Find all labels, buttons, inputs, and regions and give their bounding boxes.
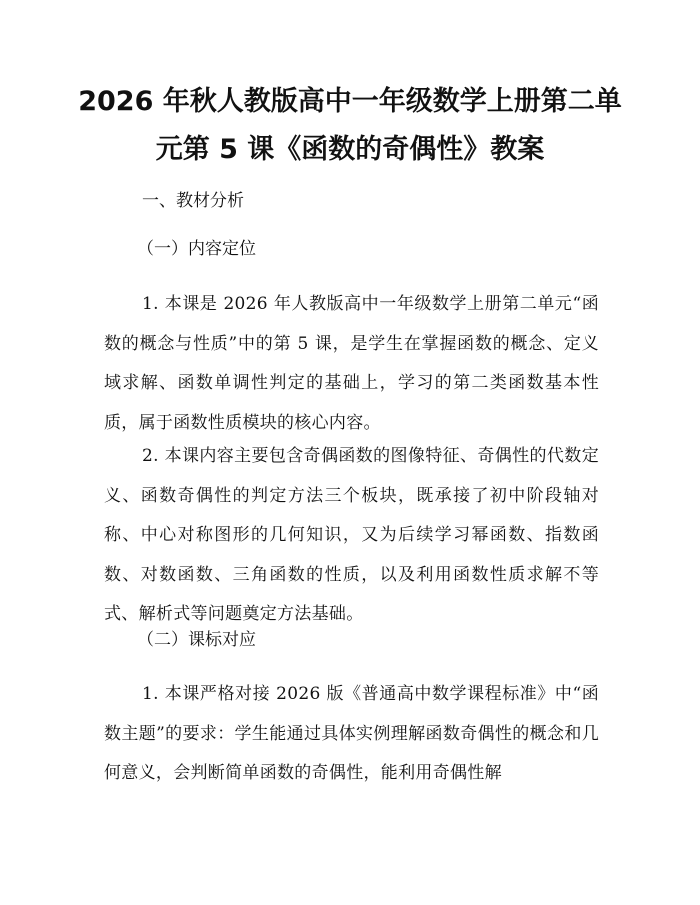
paragraph-1: 1. 本课是 2026 年人教版高中一年级数学上册第二单元“函数的概念与性质”中的第 5 课，是学生在掌握函数的概念、定义域求解、函数单调性判定的基础上，学习的第二类函数基本性质，属于函数性质模块的核心内容。 [104, 294, 599, 433]
paragraph-3: 1. 本课严格对接 2026 版《普通高中数学课程标准》中“函数主题”的要求：学生能通过具体实例理解函数奇偶性的概念和几何意义，会判断简单函数的奇偶性，能利用奇偶性解 [104, 684, 599, 783]
paragraph-2: 2. 本课内容主要包含奇偶函数的图像特征、奇偶性的代数定义、函数奇偶性的判定方法三个板块，既承接了初中阶段轴对称、中心对称图形的几何知识，又为后续学习幂函数、指数函数、对数函数、三角函数的性质，以及利用函数性质求解不等式、解析式等问题奠定方法基础。 [104, 446, 599, 624]
subsection-heading-content-positioning: （一）内容定位 [137, 239, 256, 259]
document-title-line-2: 元第 5 课《函数的奇偶性》教案 [155, 134, 545, 165]
document-title-line-1: 2026 年秋人教版高中一年级数学上册第二单 [78, 86, 622, 117]
subsection-heading-curriculum-standards: （二）课标对应 [137, 630, 256, 650]
section-heading-textbook-analysis: 一、教材分析 [142, 191, 244, 211]
